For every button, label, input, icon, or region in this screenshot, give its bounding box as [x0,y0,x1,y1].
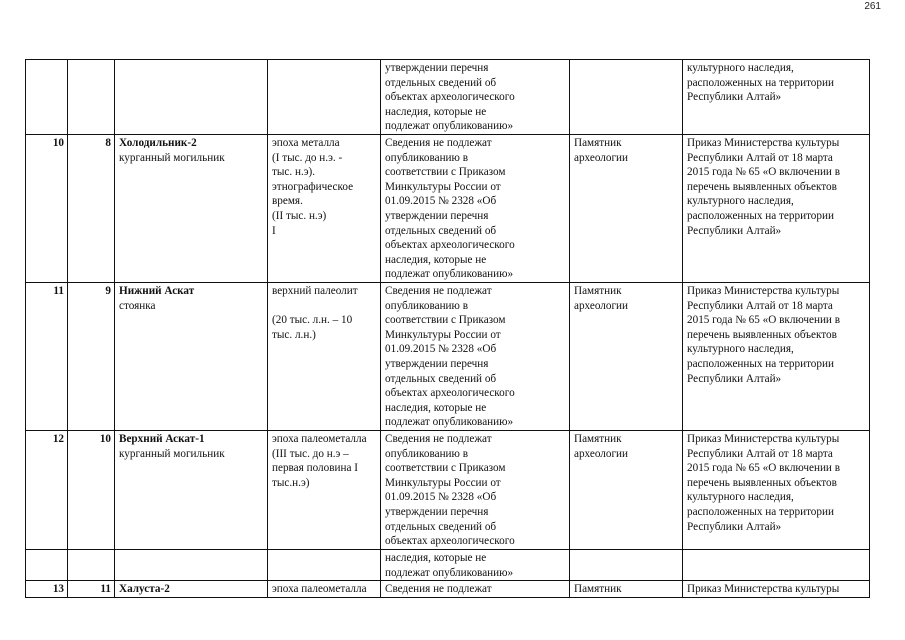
dating-cell: верхний палеолит (20 тыс. л.н. – 10 тыс. л.н.) [268,282,381,430]
object-type: курганный могильник [119,447,225,460]
row-number: 12 [26,430,68,549]
cell-empty [26,549,68,580]
monuments-table [25,59,870,598]
category-cell: Памятник археологии [570,282,683,430]
row-number: 13 [26,581,68,598]
cell-empty [268,60,381,135]
object-name-cell [115,430,268,549]
cell-empty [683,549,870,580]
category-cell: Памятник [570,581,683,598]
dating-cell: эпоха металла (I тыс. до н.э. - тыс. н.э). этнографическое время. (II тыс. н.э) I [268,135,381,283]
table-row-split [26,549,870,580]
category-cell: Памятник археологии [570,135,683,283]
table-row [26,581,870,598]
object-name: Нижний Аскат [119,284,195,297]
table-row [26,282,870,430]
info-cell: Сведения не подлежат опубликованию в соответствии с Приказом Минкультуры России от 01.09.2015 № 2328 «Об утверждении перечня отдельных сведений об объектах археологического [381,430,570,549]
cell-empty [68,60,115,135]
row-number: 10 [26,135,68,283]
document-cell: Приказ Министерства культуры Республики Алтай от 18 марта 2015 года № 65 «О включении в перечень выявленных объектов культурного наследия, расположенных на территории Республики Алтай» [683,282,870,430]
document-cell: культурного наследия, расположенных на территории Республики Алтай» [683,60,870,135]
dating-cell: эпоха палеометалла (III тыс. до н.э – первая половина I тыс.н.э) [268,430,381,549]
object-name-cell [115,135,268,283]
object-name: Верхний Аскат-1 [119,432,205,445]
object-name: Холодильник-2 [119,137,197,149]
info-cell: Сведения не подлежат опубликованию в соответствии с Приказом Минкультуры России от 01.09.2015 № 2328 «Об утверждении перечня отдельных сведений об объектах археологического наследия, которые не подлежат опубликованию» [381,135,570,283]
category-cell: Памятник археологии [570,430,683,549]
cell-empty [68,549,115,580]
cell-empty [570,549,683,580]
object-number: 11 [68,581,115,598]
page-number: 261 [864,1,881,12]
row-number: 11 [26,282,68,430]
object-name-cell [115,581,268,598]
object-type: курганный могильник [119,151,225,164]
info-cell: утверждении перечня отдельных сведений об объектах археологического наследия, которые не подлежат опубликованию» [381,60,570,135]
cell-empty [115,60,268,135]
info-cell: Сведения не подлежат опубликованию в соответствии с Приказом Минкультуры России от 01.09.2015 № 2328 «Об утверждении перечня отдельных сведений об объектах археологического наследия, которые не подлежат опубликованию» [381,282,570,430]
object-number: 8 [68,135,115,283]
table-row [26,430,870,549]
table-row-continuation [26,60,870,135]
cell-empty [570,60,683,135]
cell-empty [26,60,68,135]
object-number: 9 [68,282,115,430]
document-cell: Приказ Министерства культуры Республики Алтай от 18 марта 2015 года № 65 «О включении в перечень выявленных объектов культурного наследия, расположенных на территории Республики Алтай» [683,430,870,549]
document-cell: Приказ Министерства культуры [683,581,870,598]
info-cell: наследия, которые не подлежат опубликованию» [381,549,570,580]
cell-empty [268,549,381,580]
document-cell: Приказ Министерства культуры Республики Алтай от 18 марта 2015 года № 65 «О включении в перечень выявленных объектов культурного наследия, расположенных на территории Республики Алтай» [683,135,870,283]
cell-empty [115,549,268,580]
object-type: стоянка [119,299,156,312]
dating-cell: эпоха палеометалла [268,581,381,598]
table-row [26,135,870,283]
info-cell: Сведения не подлежат [381,581,570,598]
object-name: Халуста-2 [119,583,170,596]
object-name-cell [115,282,268,430]
object-number: 10 [68,430,115,549]
